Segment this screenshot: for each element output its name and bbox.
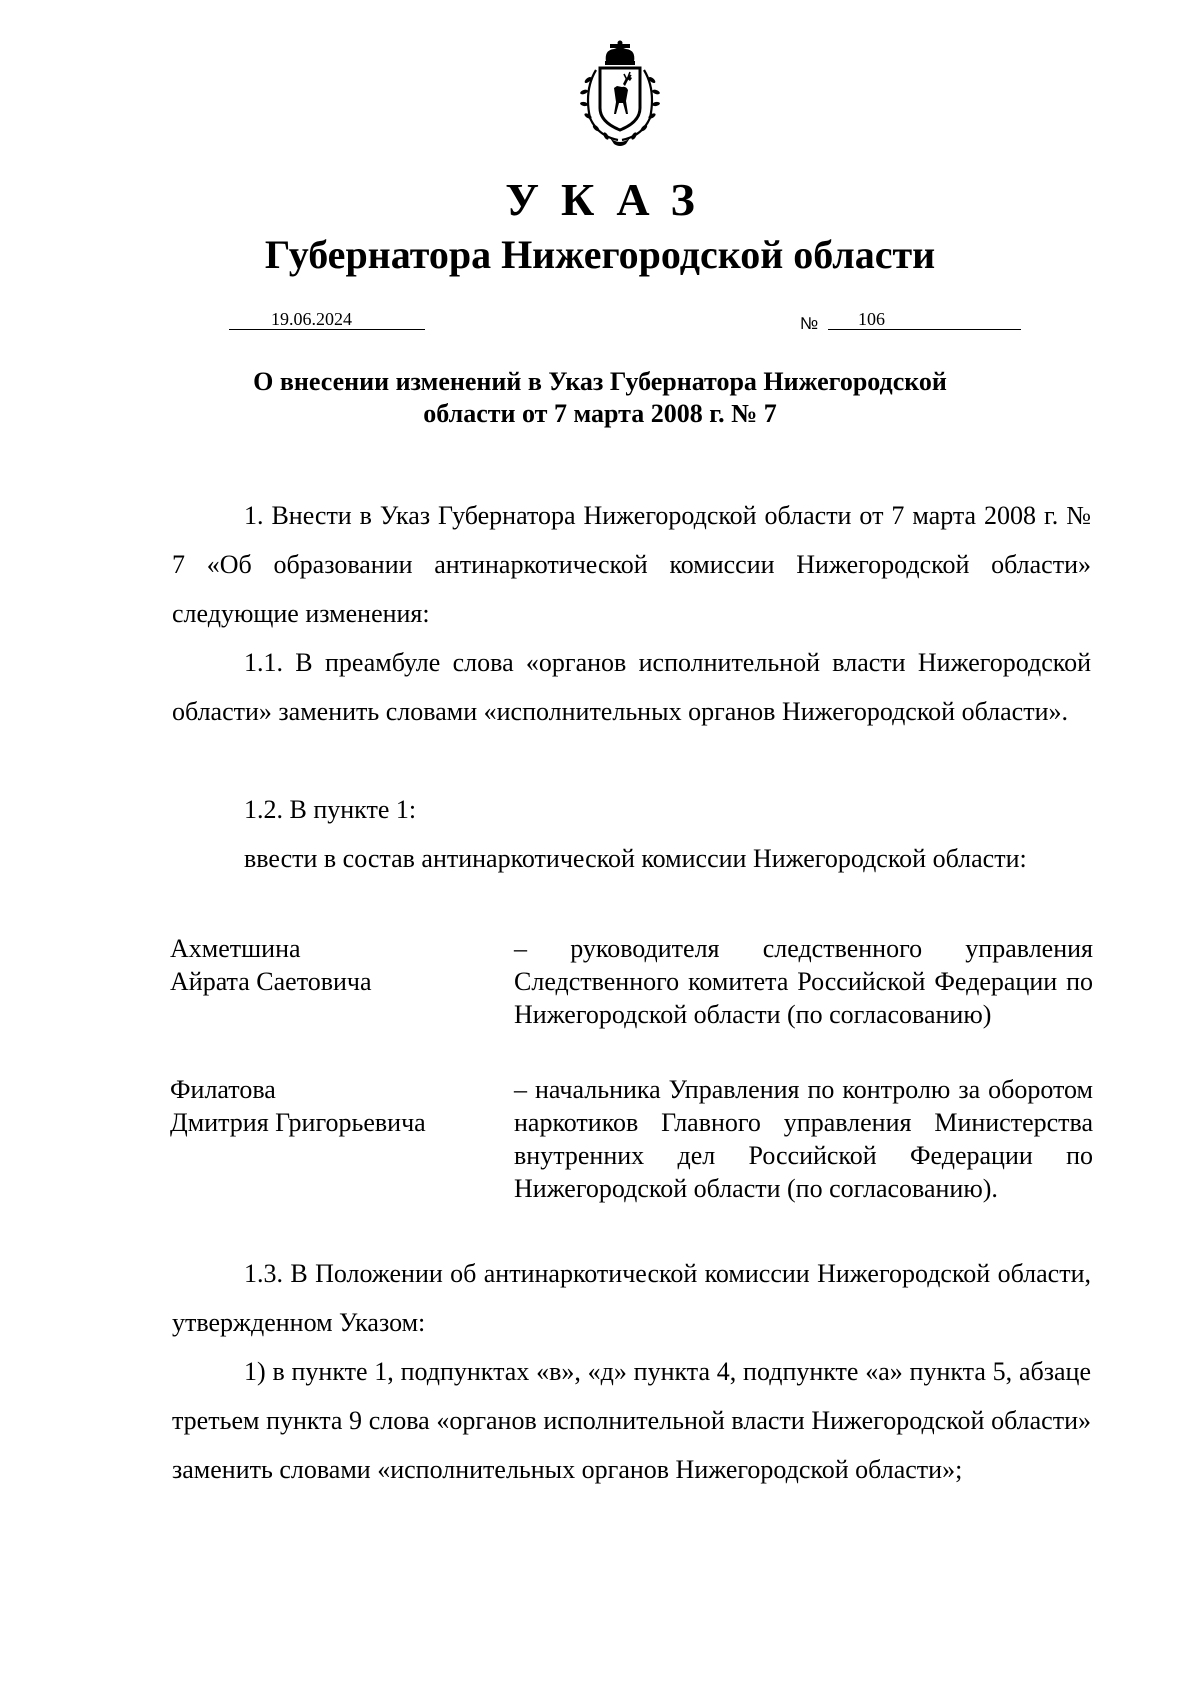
paragraph-1-1: 1.1. В преамбуле слова «органов исполнительной власти Нижегородской области» заменить словами «исполнительных органов Нижегородской области».	[172, 648, 1091, 726]
number-value: 106	[858, 309, 885, 329]
member-given-names: Айрата Саетовича	[170, 967, 372, 996]
member-given-names: Дмитрия Григорьевича	[170, 1108, 426, 1137]
subject-line-1: О внесении изменений в Указ Губернатора Нижегородской	[253, 367, 947, 396]
member-role: – начальника Управления по контролю за оборотом наркотиков Главного управления Министерства внутренних дел Российской Федерации по Нижегородской области (по согласованию).	[514, 1075, 1093, 1203]
member-name	[170, 1073, 500, 1139]
document-subject	[0, 366, 1200, 430]
date-value: 19.06.2024	[271, 309, 352, 329]
number-sign: №	[800, 314, 819, 333]
paragraph-1-2-intro: ввести в состав антинаркотической комиссии Нижегородской области:	[244, 844, 1027, 873]
document-type-heading: УКАЗ	[505, 174, 717, 225]
member-surname: Филатова	[170, 1075, 276, 1104]
paragraph-1-3: 1.3. В Положении об антинаркотической комиссии Нижегородской области, утвержденном Указом:	[172, 1259, 1091, 1337]
paragraph-1: 1. Внести в Указ Губернатора Нижегородской области от 7 марта 2008 г. № 7 «Об образовании антинаркотической комиссии Нижегородской области» следующие изменения:	[172, 501, 1091, 628]
member-role: – руководителя следственного управления Следственного комитета Российской Федерации по Нижегородской области (по согласованию)	[514, 934, 1093, 1029]
member-surname: Ахметшина	[170, 934, 301, 963]
issuer-heading: Губернатора Нижегородской области	[264, 232, 936, 277]
paragraph-1-2: 1.2. В пункте 1:	[244, 795, 417, 824]
member-name	[170, 932, 500, 998]
date-field	[229, 309, 425, 330]
paragraph-1-3-item-1: 1) в пункте 1, подпунктах «в», «д» пункта 4, подпункте «а» пункта 5, абзаце третьем пункта 9 слова «органов исполнительной власти Нижегородской области» заменить словами «исполнительных органов Нижегородской области»;	[172, 1357, 1091, 1484]
number-field	[828, 309, 1021, 330]
coat-of-arms-emblem	[570, 40, 670, 148]
subject-line-2: области от 7 марта 2008 г. № 7	[423, 399, 777, 428]
